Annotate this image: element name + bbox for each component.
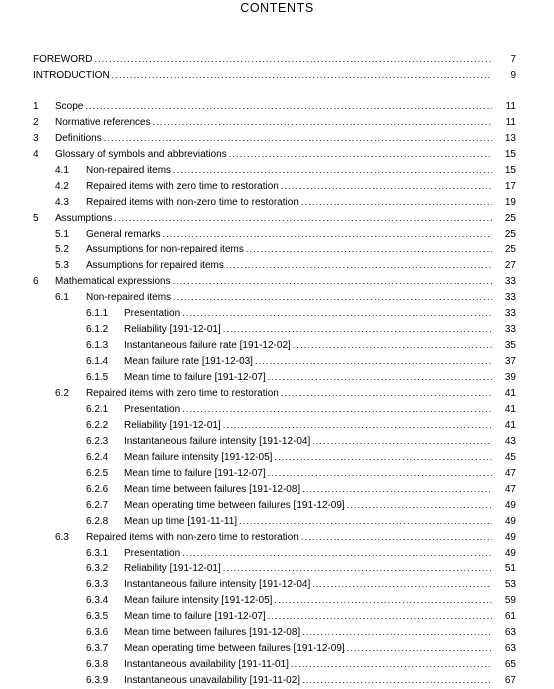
toc-entry-page: 51 — [492, 560, 516, 577]
toc-entry-title: Assumptions for repaired items — [86, 260, 224, 272]
toc-entry-number: 5.1 — [55, 228, 69, 240]
toc-entry-number: 6.3.5 — [86, 611, 109, 623]
dot-leader — [301, 529, 516, 546]
toc-entry-page: 49 — [492, 545, 516, 562]
dot-leader — [312, 576, 516, 593]
toc-entry[interactable] — [0, 560, 554, 577]
dot-leader — [268, 465, 516, 482]
dot-leader — [94, 51, 516, 68]
dot-leader — [173, 273, 516, 290]
toc-entry[interactable] — [0, 241, 554, 258]
dot-leader — [229, 146, 516, 163]
toc-entry[interactable] — [0, 257, 554, 274]
toc-entry-page: 33 — [492, 321, 516, 338]
toc-entry-page: 59 — [492, 592, 516, 609]
toc-entry-number: 6.1.4 — [86, 356, 109, 368]
toc-entry-title: Reliability [191-12-01] — [124, 419, 221, 431]
toc-entry-title: FOREWORD — [33, 54, 93, 65]
toc-entry[interactable] — [0, 114, 554, 131]
toc-entry-title: Mathematical expressions — [55, 276, 171, 288]
toc-entry-page: 45 — [492, 449, 516, 466]
toc-entry-page: 25 — [492, 226, 516, 243]
toc-entry[interactable] — [0, 481, 554, 498]
toc-entry[interactable] — [0, 592, 554, 609]
toc-entry-page: 15 — [492, 146, 516, 163]
dot-leader — [114, 210, 516, 227]
toc-entry-page: 53 — [492, 576, 516, 593]
toc-entry-title: Reliability [191-12-01] — [124, 324, 221, 336]
toc-entry-page: 63 — [492, 624, 516, 641]
dot-leader — [302, 624, 516, 641]
toc-entry[interactable] — [0, 497, 554, 514]
toc-entry[interactable] — [0, 210, 554, 227]
toc-entry[interactable] — [0, 162, 554, 179]
dot-leader — [255, 353, 516, 370]
toc-entry[interactable] — [0, 545, 554, 562]
toc-entry-page: 39 — [492, 369, 516, 386]
toc-entry-page: 47 — [492, 481, 516, 498]
toc-entry[interactable] — [0, 433, 554, 450]
toc-entry[interactable] — [0, 385, 554, 402]
toc-entry[interactable] — [0, 608, 554, 625]
toc-entry-title: Scope — [55, 100, 84, 112]
toc-entry-number: 6.3.8 — [86, 659, 109, 671]
toc-entry-number: 1 — [33, 100, 39, 112]
toc-entry-page: 35 — [492, 337, 516, 354]
dot-leader — [223, 321, 516, 338]
toc-entry-page: 67 — [492, 672, 516, 689]
dot-leader — [173, 289, 516, 306]
toc-entry[interactable] — [0, 656, 554, 673]
dot-leader — [312, 433, 516, 450]
toc-entry-number: 6.2.6 — [86, 483, 109, 495]
toc-entry-title: Instantaneous availability [191-11-01] — [124, 659, 289, 671]
dot-leader — [162, 226, 516, 243]
toc-entry[interactable] — [0, 529, 554, 546]
dot-leader — [223, 417, 516, 434]
toc-entry[interactable] — [0, 513, 554, 530]
toc-entry-number: 6 — [33, 276, 39, 288]
toc-entry-page: 49 — [492, 497, 516, 514]
toc-entry-title: Repaired items with non-zero time to restoration — [86, 196, 299, 208]
toc-entry-title: Definitions — [55, 132, 102, 144]
toc-entry[interactable] — [0, 51, 554, 68]
toc-entry-title: Instantaneous failure intensity [191-12-04] — [124, 435, 311, 447]
dot-leader — [182, 401, 516, 418]
toc-entry-page: 25 — [492, 210, 516, 227]
toc-entry[interactable] — [0, 130, 554, 147]
dot-leader — [281, 178, 516, 195]
toc-entry-title: Mean up time [191-11-11] — [124, 515, 238, 527]
toc-entry-number: 5.3 — [55, 260, 69, 272]
toc-entry-page: 37 — [492, 353, 516, 370]
toc-entry-page: 11 — [492, 98, 516, 115]
toc-entry-number: 3 — [33, 132, 39, 144]
toc-entry-page: 49 — [492, 529, 516, 546]
toc-entry-page: 41 — [492, 401, 516, 418]
toc-entry[interactable] — [0, 289, 554, 306]
toc-entry-number: 6.2.3 — [86, 435, 109, 447]
toc-entry-page: 41 — [492, 417, 516, 434]
toc-entry-title: Normative references — [55, 116, 151, 128]
toc-entry[interactable] — [0, 417, 554, 434]
page-title: CONTENTS — [240, 1, 314, 15]
dot-leader — [112, 67, 516, 84]
toc-entry-page: 27 — [492, 257, 516, 274]
dot-leader — [274, 449, 516, 466]
toc-entry-number: 6.1.3 — [86, 340, 109, 352]
toc-entry-number: 5.2 — [55, 244, 69, 256]
toc-entry[interactable] — [0, 305, 554, 322]
dot-leader — [173, 162, 516, 179]
toc-entry-page: 33 — [492, 305, 516, 322]
dot-leader — [302, 481, 516, 498]
toc-entry-title: Presentation — [124, 547, 181, 559]
dot-leader — [268, 608, 516, 625]
toc-entry-number: 6.2.5 — [86, 467, 109, 479]
toc-entry[interactable] — [0, 465, 554, 482]
toc-entry-number: 6.2.4 — [86, 451, 109, 463]
toc-entry-page: 47 — [492, 465, 516, 482]
toc-entry-title: Mean time to failure [191-12-07] — [124, 467, 266, 479]
toc-entry-number: 4.2 — [55, 180, 69, 192]
toc-entry-number: 6.2 — [55, 388, 69, 399]
toc-entry[interactable] — [0, 67, 554, 84]
toc-entry[interactable] — [0, 369, 554, 386]
toc-entry[interactable] — [0, 273, 554, 290]
toc-entry-page: 17 — [492, 178, 516, 195]
toc-entry-number: 6.2.8 — [86, 515, 109, 527]
toc-entry-number: 6.2.1 — [86, 403, 109, 415]
toc-entry[interactable] — [0, 178, 554, 195]
toc-entry-number: 6.3.6 — [86, 627, 109, 639]
dot-leader — [239, 513, 516, 530]
toc-entry-title: Presentation — [124, 403, 181, 415]
toc-entry[interactable] — [0, 640, 554, 657]
toc-entry[interactable] — [0, 401, 554, 418]
dot-leader — [274, 592, 516, 609]
toc-entry-title: Mean time to failure [191-12-07] — [124, 372, 266, 384]
toc-entry-page: 33 — [492, 289, 516, 306]
toc-entry-page: 7 — [492, 51, 516, 68]
toc-entry-page: 41 — [492, 385, 516, 402]
dot-leader — [281, 385, 516, 402]
toc-entry[interactable] — [0, 576, 554, 593]
toc-entry-title: Mean time between failures [191-12-08] — [124, 627, 301, 639]
dot-leader — [347, 497, 516, 514]
toc-entry-number: 6.3.7 — [86, 643, 109, 655]
toc-entry-number: 6.1.2 — [86, 324, 109, 336]
dot-leader — [226, 257, 516, 274]
toc-entry-page: 9 — [492, 67, 516, 84]
toc-entry[interactable] — [0, 672, 554, 689]
toc-entry-number: 6.3 — [55, 531, 69, 543]
toc-entry-page: 63 — [492, 640, 516, 657]
dot-leader — [153, 114, 516, 131]
toc-entry-number: 6.3.9 — [86, 675, 109, 687]
toc-entry-number: 6.2.2 — [86, 419, 109, 431]
toc-entry-title: Instantaneous unavailability [191-11-02] — [124, 675, 301, 687]
toc-entry-number: 6.3.2 — [86, 563, 109, 575]
toc-entry[interactable] — [0, 194, 554, 211]
toc-entry-page: 65 — [492, 656, 516, 673]
toc-entry-number: 6.1.1 — [86, 308, 109, 320]
dot-leader — [302, 672, 516, 689]
toc-entry-title: Mean time to failure [191-12-07] — [124, 611, 266, 623]
dot-leader — [104, 130, 516, 147]
toc-entry[interactable] — [0, 624, 554, 641]
dot-leader — [301, 194, 516, 211]
toc-entry-title: Repaired items with zero time to restoration — [86, 388, 279, 399]
toc-entry-number: 4 — [33, 148, 39, 160]
toc-entry-number: 2 — [33, 116, 39, 128]
toc-entry-title: Non-repaired items — [86, 164, 172, 176]
toc-entry[interactable] — [0, 226, 554, 243]
dot-leader — [291, 656, 516, 673]
toc-entry-title: Assumptions — [55, 212, 113, 224]
toc-entry-title: Reliability [191-12-01] — [124, 563, 221, 575]
toc-entry-title: Instantaneous failure rate [191-12-02] — [124, 340, 291, 352]
dot-leader — [268, 369, 516, 386]
toc-entry-page: 61 — [492, 608, 516, 625]
dot-leader — [223, 560, 516, 577]
toc-entry-page: 33 — [492, 273, 516, 290]
toc-entry-title: Non-repaired items — [86, 292, 172, 304]
toc-entry-title: Instantaneous failure intensity [191-12-04] — [124, 579, 311, 591]
toc-entry-number: 6.3.1 — [86, 547, 109, 559]
toc-entry-number: 4.1 — [55, 164, 69, 176]
toc-entry[interactable] — [0, 98, 554, 115]
toc-entry-page: 15 — [492, 162, 516, 179]
dot-leader — [246, 241, 516, 258]
toc-entry-number: 6.1.5 — [86, 372, 109, 384]
toc-entry-number: 6.3.3 — [86, 579, 109, 591]
dot-leader — [347, 640, 516, 657]
toc-entry[interactable] — [0, 321, 554, 338]
toc-entry-title: Mean time between failures [191-12-08] — [124, 483, 301, 495]
toc-entry-page: 13 — [492, 130, 516, 147]
toc-entry-title: General remarks — [86, 228, 161, 240]
toc-entry-title: Mean operating time between failures [191-12-09] — [124, 499, 345, 511]
toc-entry-page: 19 — [492, 194, 516, 211]
toc-entry-page: 43 — [492, 433, 516, 450]
toc-entry[interactable] — [0, 449, 554, 466]
toc-entry-title: Assumptions for non-repaired items — [86, 244, 244, 256]
toc-entry-title: Repaired items with zero time to restoration — [86, 180, 279, 192]
dot-leader — [293, 337, 516, 354]
toc-entry-number: 6.3.4 — [86, 595, 109, 607]
toc-entry-title: INTRODUCTION — [33, 69, 110, 81]
toc-entry[interactable] — [0, 337, 554, 354]
toc-entry-number: 6.1 — [55, 292, 69, 304]
dot-leader — [182, 545, 516, 562]
toc-entry-title: Mean operating time between failures [191-12-09] — [124, 643, 345, 655]
dot-leader — [85, 98, 516, 115]
dot-leader — [182, 305, 516, 322]
toc-entry-number: 5 — [33, 212, 39, 224]
toc-entry-page: 25 — [492, 241, 516, 258]
toc-entry-title: Mean failure rate [191-12-03] — [124, 356, 253, 368]
toc-entry[interactable] — [0, 146, 554, 163]
toc-entry-number: 4.3 — [55, 196, 69, 208]
toc-entry[interactable] — [0, 353, 554, 370]
toc-entry-title: Glossary of symbols and abbreviations — [55, 148, 227, 160]
toc-entry-number: 6.2.7 — [86, 499, 109, 511]
toc-entry-title: Mean failure intensity [191-12-05] — [124, 451, 273, 463]
toc-entry-title: Mean failure intensity [191-12-05] — [124, 595, 273, 607]
toc-entry-title: Repaired items with non-zero time to restoration — [86, 531, 299, 543]
toc-entry-page: 11 — [492, 114, 516, 131]
toc-entry-page: 49 — [492, 513, 516, 530]
toc-entry-title: Presentation — [124, 308, 181, 320]
